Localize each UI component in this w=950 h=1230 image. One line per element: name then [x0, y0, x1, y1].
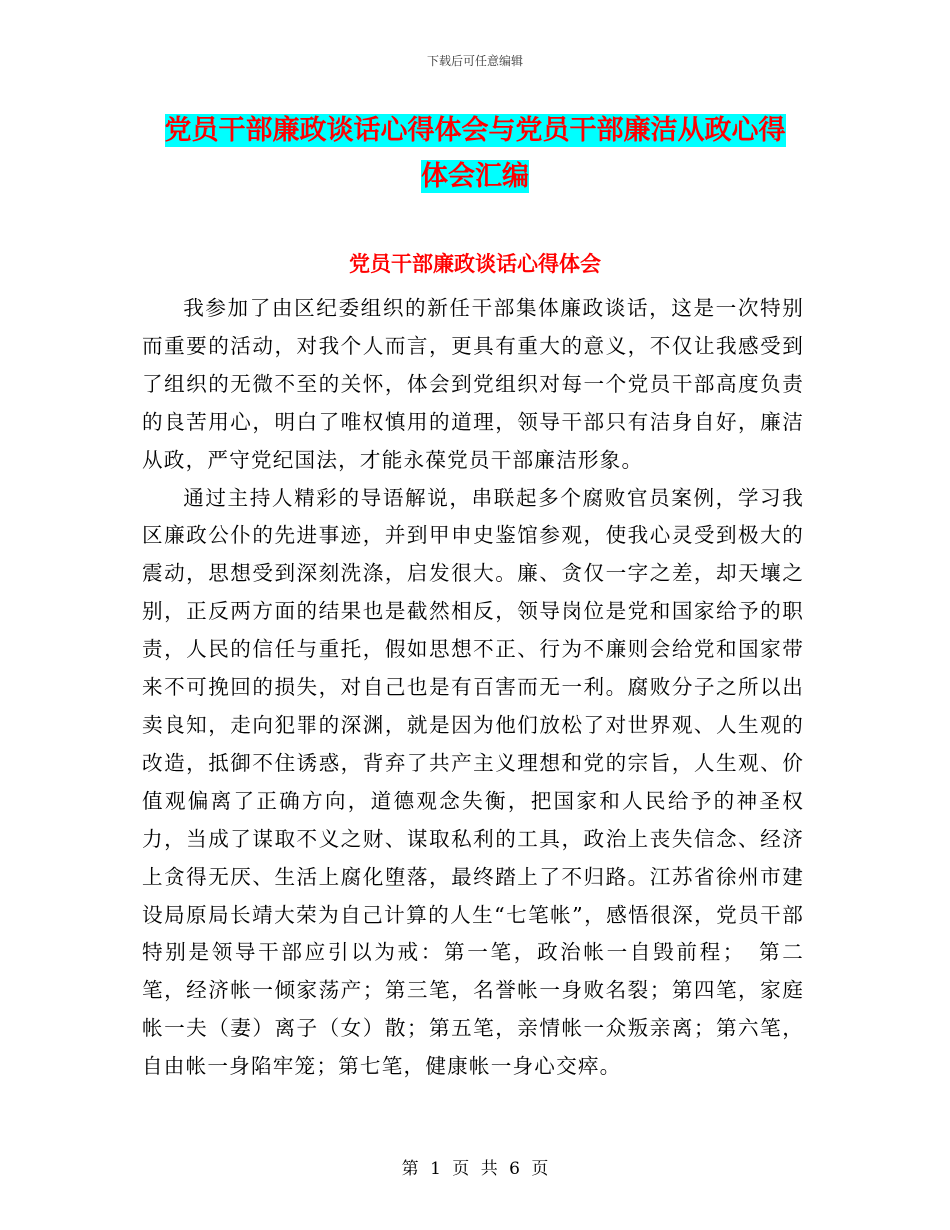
header-note: 下载后可任意编辑	[426, 54, 523, 68]
document-title	[140, 108, 810, 200]
page-number: 第 1 页 共 6 页	[401, 1159, 549, 1179]
paragraph: 我参加了由区纪委组织的新任干部集体廉政谈话，这是一次特别而重要的活动，对我个人而言，更具有重大的意义，不仅让我感受到了组织的无微不至的关怀，体会到党组织对每一个党员干部高度负责的良苦用心，明白了唯权慎用的道理，领导干部只有洁身自好，廉洁从政，严守党纪国法，才能永葆党员干部廉洁形象。	[142, 296, 804, 472]
body-text	[142, 290, 804, 1086]
document-title-line2: 体会汇编	[421, 161, 529, 192]
section-title: 党员干部廉政谈话心得体会	[349, 252, 601, 276]
paragraph: 通过主持人精彩的导语解说，串联起多个腐败官员案例，学习我区廉政公仆的先进事迹，并到甲申史鉴馆参观，使我心灵受到极大的震动，思想受到深刻洗涤，启发很大。廉、贪仅一字之差，却天壤之别，正反两方面的结果也是截然相反，领导岗位是党和国家给予的职责，人民的信任与重托，假如思想不正、行为不廉则会给党和国家带来不可挽回的损失，对自己也是有百害而无一利。腐败分子之所以出卖良知，走向犯罪的深渊，就是因为他们放松了对世界观、人生观的改造，抵御不住诱惑，背弃了共产主义理想和党的宗旨，人生观、价值观偏离了正确方向，道德观念失衡，把国家和人民给予的神圣权力，当成了谋取不义之财、谋取私利的工具，政治上丧失信念、经济上贪得无厌、生活上腐化堕落，最终踏上了不归路。江苏省徐州市建设局原局长靖大荣为自己计算的人生“七笔帐”，感悟很深，党员干部特别是领导干部应引以为戒：第一笔，政治帐一自毁前程； 第二笔，经济帐一倾家荡产；第三笔，名誉帐一身败名裂；第四笔，家庭帐一夫（妻）离子（女）散；第五笔，亲情帐一众叛亲离；第六笔，自由帐一身陷牢笼；第七笔，健康帐一身心交瘁。	[142, 485, 804, 1079]
document-title-line1: 党员干部廉政谈话心得体会与党员干部廉洁从政心得	[164, 115, 786, 146]
